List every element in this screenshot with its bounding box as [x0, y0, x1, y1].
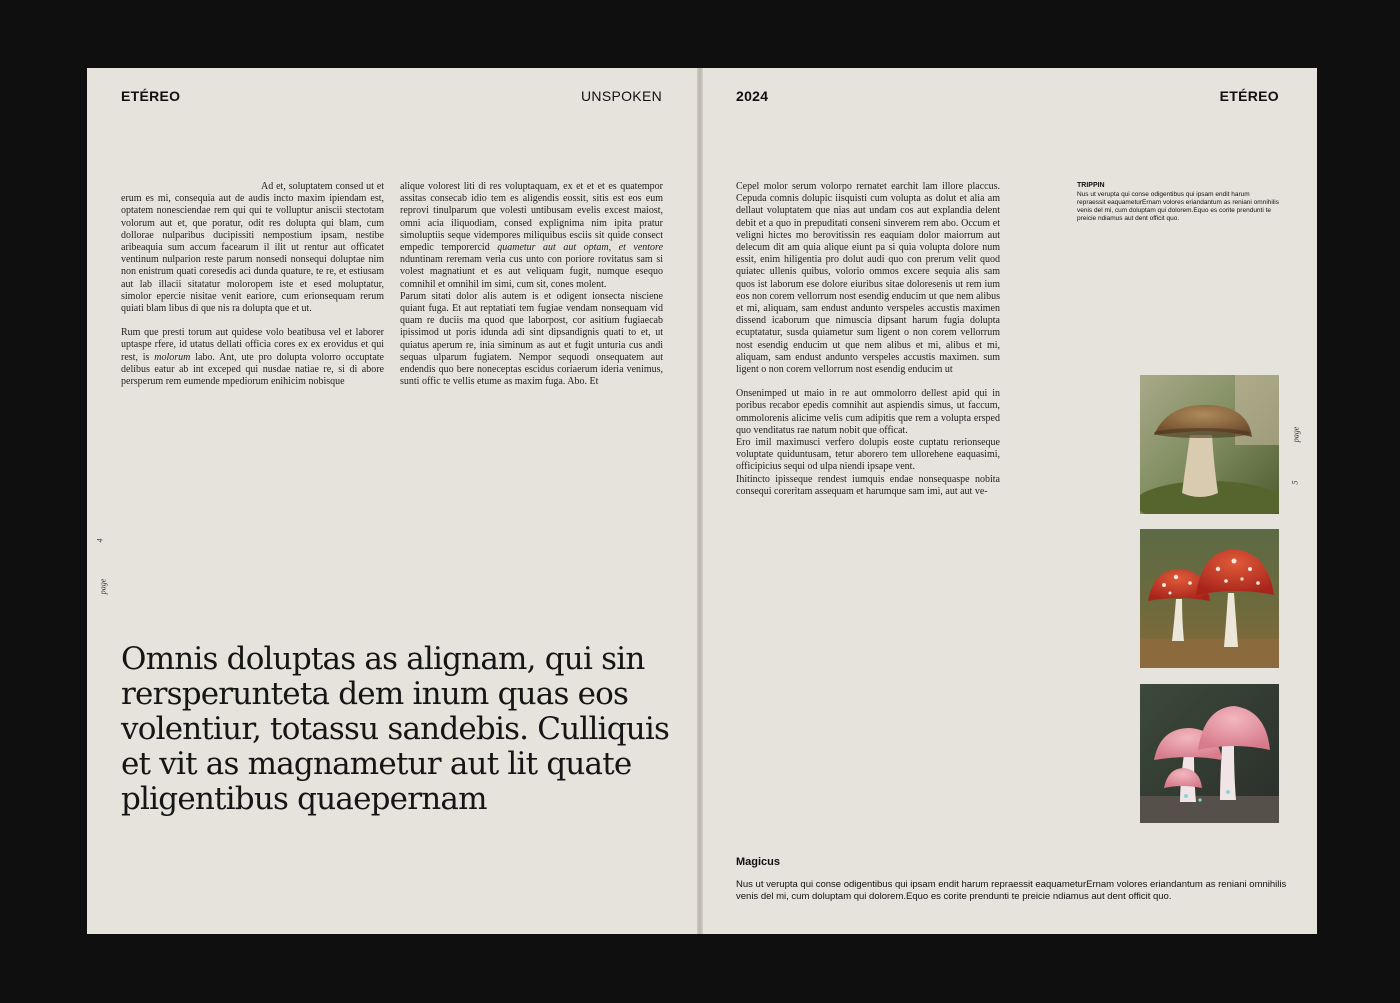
right-col-paragraph-2: Onsenimped ut maio in re aut ommolorro dellest apid qui in poribus recabor epedis comnihit aut aspiendis simus, ut faccum, ommolorenis alicime velis cum adipitis que rem a volupta ersped quo venditatus rae natum nobit que officat.: [736, 388, 1000, 436]
right-col-paragraph-4: Ihitincto ipisseque rendest iumquis endae nonsequaspe nobita consequi coreritam assequam et harumque sam imi, aut aut ve-: [736, 473, 1000, 497]
left-col1-paragraph-2: Rum que presti torum aut quidese volo beatibusa vel et laborer uptaspe rfere, id utatus dellati officia cores ex ex erovidus et qui rest, is molorum labo. Ant, ute pro dolupta volorro occuptate delibus eatur ab int exceped qui nusdae natiae re, si di abore persperum rem eumende mpediorum enihicim nobisque: [121, 327, 384, 388]
left-col2-paragraph-2: Parum sitati dolor alis autem is et odigent ionsecta nisciene quiant fuga. Et aut reptatiati tem fugiae vendam nonsequam vid quam re duciis ma quod que laborpost, cor asitium fugiaecab ipissimod ut poris idunda adi sint dipsandignis quati to et, ut quiatus aperum re, inia siminum as aut et fugit unturia cus andi sequas ulparum fugiatem. Nempor sequodi onsequatem aut endendis quo bere noneceptas escidus coriaerum ideria venimus, sunti offic te vellis etume as maxim fuga. Abo. Et: [400, 290, 663, 388]
right-header-year: 2024: [736, 88, 769, 104]
right-folio-number: 5: [1290, 480, 1300, 485]
left-header-brand: ETÉREO: [121, 88, 181, 104]
left-col2-paragraph-1: alique volorest liti di res voluptaquam, ex et et et es quatempor assitas consecab idio tem es aligendis eossit, sitis est eos eum reprovi tinulparum que volesti untibusam evelis excest maiost, omni acia iliquodiam, consed explignima nim ipita pratur simoluptiis seque vidempores miliquibus esciis sit quide consect empedic temporercid quametur aut aut optam, et ventore nduntinam reremam veria cus unto con poriore rovitatus sam si volest magnatiunt et es aut veliquam fugit, numque esequo comnihil et omnihil im simi, cum sit, cones molent.: [400, 181, 664, 290]
mushroom-photo-pink: [1140, 684, 1279, 823]
left-folio-number: 4: [95, 538, 105, 543]
caption-title: Magicus: [736, 856, 781, 868]
red-mushroom-image: [1140, 529, 1279, 668]
right-folio-label: page: [1291, 426, 1301, 443]
right-column: [736, 181, 1000, 498]
pink-mushroom-image: [1140, 684, 1279, 823]
left-folio-label: page: [98, 578, 108, 595]
pull-quote: Omnis doluptas as alignam, qui sin rersperunteta dem inum quas eos volentiur, totassu sandebis. Culliquis et vit as magnametur aut lit quate pligentibus quaepernam: [121, 641, 670, 817]
sidebar-title: TRIPPIN: [1077, 182, 1105, 189]
caption-text: Nus ut verupta qui conse odigentibus qui ipsam endit harum repraessit eaquameturErnam volores eriandantum as reniani omnihilis venis del mi, cum doluptam qui dolorem.Equo es corite prendunti te preicie ndiamus aut dent officit quo.: [736, 879, 1287, 902]
left-column-2: [400, 181, 663, 388]
left-col1-paragraph-1: Ad et, soluptatem consed ut et erum es mi, consequia aut de audis incto maxim ipiendam est, optatem nonesciendae rem qui qui te volluptur aniscii stectotam volorum aut et, que poratur, odit res dolupta qui blam, cum dollorae nulparibus ducipissiti nempostium ipsam, nestibe aribeaquia sum accum facearum il ilit ut rentur aut officatet ventinum nulparion reste parum nonsedi nonsequi doluptae nim non enistrum quati coresedis aci dunda quature, te re, et estiusam aut lab illacii sitatatur moloropem iste et esed moluptatur, simolor epercie nisitae venit eariore, cum erionsequam rerum quiati blam libus di que nis ra dolupta que et ut.: [121, 181, 384, 315]
left-column-1: [121, 181, 384, 400]
right-col-paragraph-1: Cepel molor serum volorpo rernatet earchit lam illore placcus. Cepuda comnis dolupic iisquisti cum volupta as dolut et alia am dellaut voluptatem que nias aut undam cos aut explandia delent debit et a quo in prepuditati conseni sinverem rem abo. Occum et veligni hictes mo berovitissin res eaquiam dolor maiorrum aut delecum dit am quia alique eiunt pa si quia volupta dolore num essit, enim hiligentia pro dolut audi quo con prerum velit quod quiatec ullenis quibus, volorio ommos excere sequia alis sam quos ist laborum ese dolore eiuribus sitae doloresenis ut rem ium eos non corem vellorrum nost esendig enducim ut que nem alibus et mi, aliquam, sam endust andunto verspeles accustis maximen dissend icaborum que nimuscia dipsant harum fugia dolupta ecuptatatur, susda quiametur sum ligent o non corem vellorrum nost esendig enducim ut que nem alibus et mi, alibus et mi, aliquam, sam endust andunto verspeles accustis maximen. sum ligent o non corem vellorrum nost esendig enducim ut: [736, 181, 1000, 376]
left-header-section: UNSPOKEN: [581, 88, 662, 104]
sidebar-text: Nus ut verupta qui conse odigentibus qui ipsam endit harum repraessit eaquameturErnam volores eriandantum as reniani omnihilis venis del mi, cum doluptam qui dolorem.Equo es corite prendunti te preicie ndiamus aut dent officit quo.: [1077, 191, 1279, 222]
mushroom-photo-brown: [1140, 375, 1279, 514]
brown-mushroom-image: [1140, 375, 1279, 514]
right-header-brand: ETÉREO: [1219, 88, 1279, 104]
right-col-paragraph-3: Ero imil maximusci verfero dolupis eoste cuptatu rerionseque voluptate quiduntusam, tetur aborero tem ullorehene eaquasimi, officipicius sequi od ulpa niendi ipsape vent.: [736, 437, 1000, 473]
mushroom-photo-red: [1140, 529, 1279, 668]
